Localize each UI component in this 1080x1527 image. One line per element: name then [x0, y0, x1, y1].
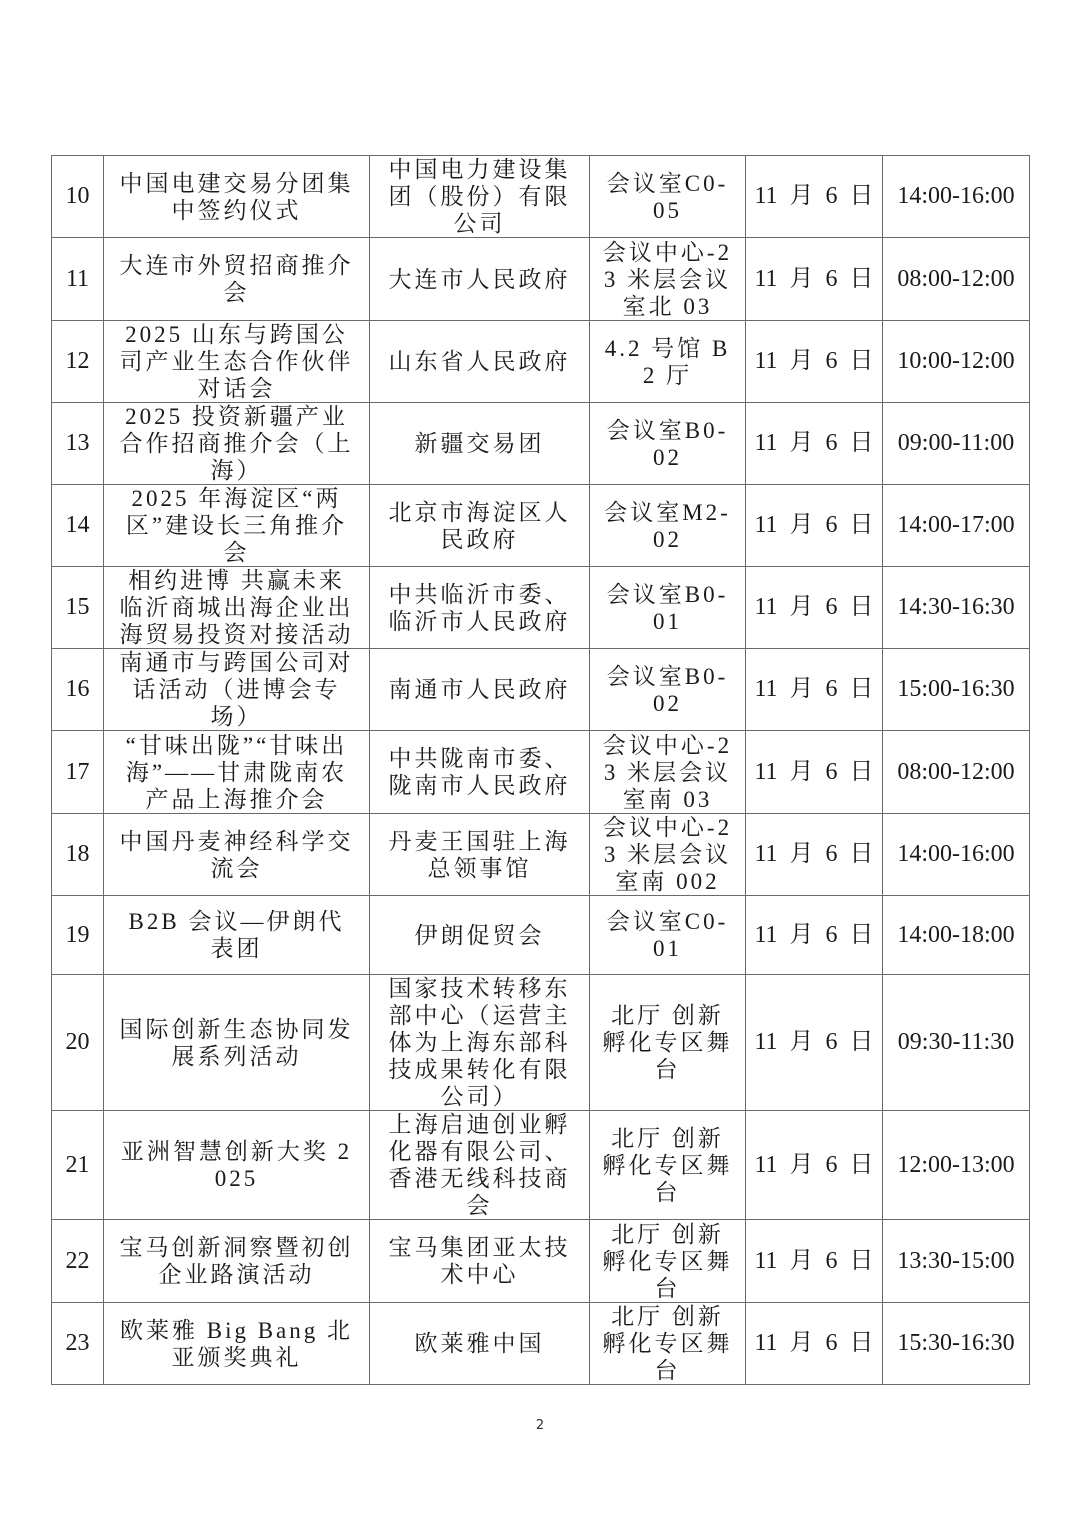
venue-cell: 会议室C0-05 [590, 156, 746, 238]
table-row [52, 1111, 1030, 1220]
table-body [52, 156, 1030, 1385]
table-row [52, 403, 1030, 485]
event-name-cell: 南通市与跨国公司对话活动（进博会专场） [104, 649, 370, 731]
table-row [52, 321, 1030, 403]
table-row [52, 975, 1030, 1111]
row-number-cell: 19 [52, 896, 104, 975]
table-row [52, 731, 1030, 814]
organizer-cell: 大连市人民政府 [370, 238, 590, 321]
time-cell: 14:00-16:00 [883, 156, 1030, 238]
time-cell: 08:00-12:00 [883, 731, 1030, 814]
table-row [52, 814, 1030, 896]
row-number-cell: 23 [52, 1303, 104, 1385]
date-cell: 11 月 6 日 [746, 567, 883, 649]
event-name-cell: 2025 山东与跨国公司产业生态合作伙伴对话会 [104, 321, 370, 403]
date-cell: 11 月 6 日 [746, 1111, 883, 1220]
date-cell: 11 月 6 日 [746, 485, 883, 567]
venue-cell: 4.2 号馆 B2 厅 [590, 321, 746, 403]
organizer-cell: 伊朗促贸会 [370, 896, 590, 975]
event-name-cell: 2025 年海淀区“两区”建设长三角推介会 [104, 485, 370, 567]
organizer-cell: 中共陇南市委、陇南市人民政府 [370, 731, 590, 814]
row-number-cell: 16 [52, 649, 104, 731]
date-cell: 11 月 6 日 [746, 1303, 883, 1385]
date-cell: 11 月 6 日 [746, 814, 883, 896]
date-cell: 11 月 6 日 [746, 403, 883, 485]
event-name-cell: B2B 会议—伊朗代表团 [104, 896, 370, 975]
table-row [52, 485, 1030, 567]
time-cell: 09:30-11:30 [883, 975, 1030, 1111]
organizer-cell: 南通市人民政府 [370, 649, 590, 731]
venue-cell: 会议室B0-02 [590, 649, 746, 731]
organizer-cell: 丹麦王国驻上海总领事馆 [370, 814, 590, 896]
date-cell: 11 月 6 日 [746, 896, 883, 975]
time-cell: 09:00-11:00 [883, 403, 1030, 485]
event-name-cell: 亚洲智慧创新大奖 2025 [104, 1111, 370, 1220]
event-name-cell: 大连市外贸招商推介会 [104, 238, 370, 321]
venue-cell: 会议中心-23 米层会议室南 03 [590, 731, 746, 814]
date-cell: 11 月 6 日 [746, 1220, 883, 1303]
table-row [52, 1303, 1030, 1385]
row-number-cell: 17 [52, 731, 104, 814]
time-cell: 13:30-15:00 [883, 1220, 1030, 1303]
venue-cell: 北厅 创新孵化专区舞台 [590, 975, 746, 1111]
organizer-cell: 新疆交易团 [370, 403, 590, 485]
organizer-cell: 北京市海淀区人民政府 [370, 485, 590, 567]
date-cell: 11 月 6 日 [746, 238, 883, 321]
event-name-cell: 中国丹麦神经科学交流会 [104, 814, 370, 896]
time-cell: 15:30-16:30 [883, 1303, 1030, 1385]
date-cell: 11 月 6 日 [746, 731, 883, 814]
table-row [52, 156, 1030, 238]
date-cell: 11 月 6 日 [746, 649, 883, 731]
row-number-cell: 11 [52, 238, 104, 321]
organizer-cell: 山东省人民政府 [370, 321, 590, 403]
event-name-cell: 相约进博 共赢未来 临沂商城出海企业出海贸易投资对接活动 [104, 567, 370, 649]
date-cell: 11 月 6 日 [746, 321, 883, 403]
table-row [52, 649, 1030, 731]
organizer-cell: 上海启迪创业孵化器有限公司、香港无线科技商会 [370, 1111, 590, 1220]
row-number-cell: 15 [52, 567, 104, 649]
row-number-cell: 22 [52, 1220, 104, 1303]
time-cell: 08:00-12:00 [883, 238, 1030, 321]
organizer-cell: 国家技术转移东部中心（运营主体为上海东部科技成果转化有限公司） [370, 975, 590, 1111]
date-cell: 11 月 6 日 [746, 975, 883, 1111]
venue-cell: 会议室B0-02 [590, 403, 746, 485]
row-number-cell: 10 [52, 156, 104, 238]
row-number-cell: 18 [52, 814, 104, 896]
venue-cell: 会议室C0-01 [590, 896, 746, 975]
venue-cell: 会议中心-23 米层会议室北 03 [590, 238, 746, 321]
time-cell: 15:00-16:30 [883, 649, 1030, 731]
time-cell: 12:00-13:00 [883, 1111, 1030, 1220]
time-cell: 14:30-16:30 [883, 567, 1030, 649]
organizer-cell: 欧莱雅中国 [370, 1303, 590, 1385]
organizer-cell: 宝马集团亚太技术中心 [370, 1220, 590, 1303]
venue-cell: 北厅 创新孵化专区舞台 [590, 1220, 746, 1303]
table-row [52, 1220, 1030, 1303]
event-name-cell: 中国电建交易分团集中签约仪式 [104, 156, 370, 238]
page-number: 2 [535, 1418, 545, 1433]
row-number-cell: 21 [52, 1111, 104, 1220]
table-row [52, 896, 1030, 975]
event-name-cell: 宝马创新洞察暨初创企业路演活动 [104, 1220, 370, 1303]
venue-cell: 会议中心-23 米层会议室南 002 [590, 814, 746, 896]
organizer-cell: 中国电力建设集团（股份）有限公司 [370, 156, 590, 238]
time-cell: 14:00-16:00 [883, 814, 1030, 896]
table-row [52, 238, 1030, 321]
event-name-cell: 欧莱雅 Big Bang 北亚颁奖典礼 [104, 1303, 370, 1385]
time-cell: 14:00-18:00 [883, 896, 1030, 975]
row-number-cell: 20 [52, 975, 104, 1111]
table-row [52, 567, 1030, 649]
event-name-cell: “甘味出陇”“甘味出海”——甘肃陇南农产品上海推介会 [104, 731, 370, 814]
event-name-cell: 2025 投资新疆产业合作招商推介会（上海） [104, 403, 370, 485]
venue-cell: 北厅 创新孵化专区舞台 [590, 1303, 746, 1385]
time-cell: 10:00-12:00 [883, 321, 1030, 403]
date-cell: 11 月 6 日 [746, 156, 883, 238]
time-cell: 14:00-17:00 [883, 485, 1030, 567]
row-number-cell: 13 [52, 403, 104, 485]
venue-cell: 北厅 创新孵化专区舞台 [590, 1111, 746, 1220]
event-name-cell: 国际创新生态协同发展系列活动 [104, 975, 370, 1111]
venue-cell: 会议室M2-02 [590, 485, 746, 567]
organizer-cell: 中共临沂市委、临沂市人民政府 [370, 567, 590, 649]
venue-cell: 会议室B0-01 [590, 567, 746, 649]
event-schedule-table [51, 155, 1030, 1385]
row-number-cell: 14 [52, 485, 104, 567]
row-number-cell: 12 [52, 321, 104, 403]
